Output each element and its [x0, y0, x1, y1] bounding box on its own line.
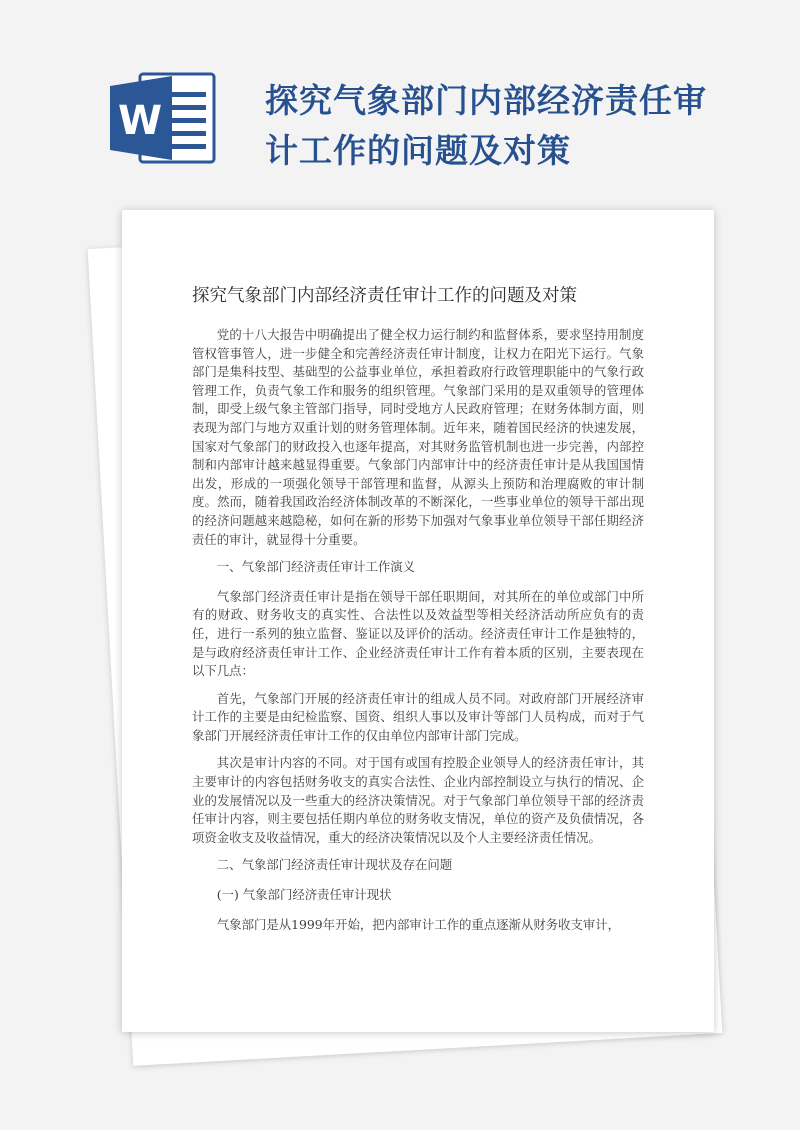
paragraph-intro: 党的十八大报告中明确提出了健全权力运行制约和监督体系，要求坚持用制度管权管事管人，进一步健全和完善经济责任审计制度，让权力在阳光下运行。气象部门是集科技型、基础型的公益事业单位，承担着政府行政管理职能中的气象行政管理工作，负责气象工作和服务的组织管理。气象部门采用的是双重领导的管理体制，即受上级气象主管部门指导，同时受地方人民政府管理；在财务体制方面，则表现为部门与地方双重计划的财务管理体制。近年来，随着国民经济的快速发展，国家对气象部门的财政投入也逐年提高，对其财务监管机制也进一步完善，内部控制和内部审计越来越显得重要。气象部门内部审计中的经济责任审计是从我国国情出发，形成的一项强化领导干部管理和监督，从源头上预防和治理腐败的审计制度。然而，随着我国政治经济体制改革的不断深化，一些事业单位的领导干部出现的经济问题越来越隐秘，如何在新的形势下加强对气象事业单位领导干部任期经济责任的审计，就显得十分重要。	[192, 327, 644, 547]
word-icon-letter: W	[117, 98, 163, 144]
paragraph-definition: 气象部门经济责任审计是指在领导干部任职期间，对其所在的单位或部门中所有的财政、财务收支的真实性、合法性以及效益型等相关经济活动所应负有的责任，进行一系列的独立监督、鉴证以及评价的活动。经济责任审计工作是独特的，是与政府经济责任审计工作、企业经济责任审计工作有着本质的区别，主要表现在以下几点：	[192, 588, 644, 679]
subsection-heading-1: (一) 气象部门经济责任审计现状	[216, 887, 392, 903]
document-body	[192, 326, 644, 943]
header-title	[265, 76, 735, 176]
paragraph-status: 气象部门是从1999年开始，把内部审计工作的重点逐渐从财务收支审计，	[216, 916, 621, 932]
document-page	[122, 210, 714, 1032]
section-heading-1: 一、气象部门经济责任审计工作演义	[216, 559, 416, 575]
document-title: 探究气象部门内部经济责任审计工作的问题及对策	[192, 286, 577, 306]
section-heading-2: 二、气象部门经济责任审计现状及存在问题	[216, 857, 453, 873]
paragraph-second: 其次是审计内容的不同。对于国有或国有控股企业领导人的经济责任审计，其主要审计的内容包括财务收支的真实合法性、企业内部控制设立与执行的情况、企业的发展情况以及一些重大的经济决策情况。对于气象部门单位领导干部的经济责任审计内容，则主要包括任期内单位的财务收支情况，单位的资产及负债情况，各项资金收支及收益情况，重大的经济决策情况以及个人主要经济责任情况。	[192, 755, 644, 845]
header-title-line-2: 计工作的问题及对策	[265, 131, 571, 170]
paragraph-first: 首先，气象部门开展的经济责任审计的组成人员不同。对政府部门开展经济审计工作的主要是由纪检监察、国资、组织人事以及审计等部门人员构成，而对于气象部门开展经济责任审计工作的仅由单位内部审计部门完成。	[192, 690, 644, 743]
word-icon	[110, 72, 218, 164]
header-title-line-1: 探究气象部门内部经济责任审	[265, 81, 707, 120]
